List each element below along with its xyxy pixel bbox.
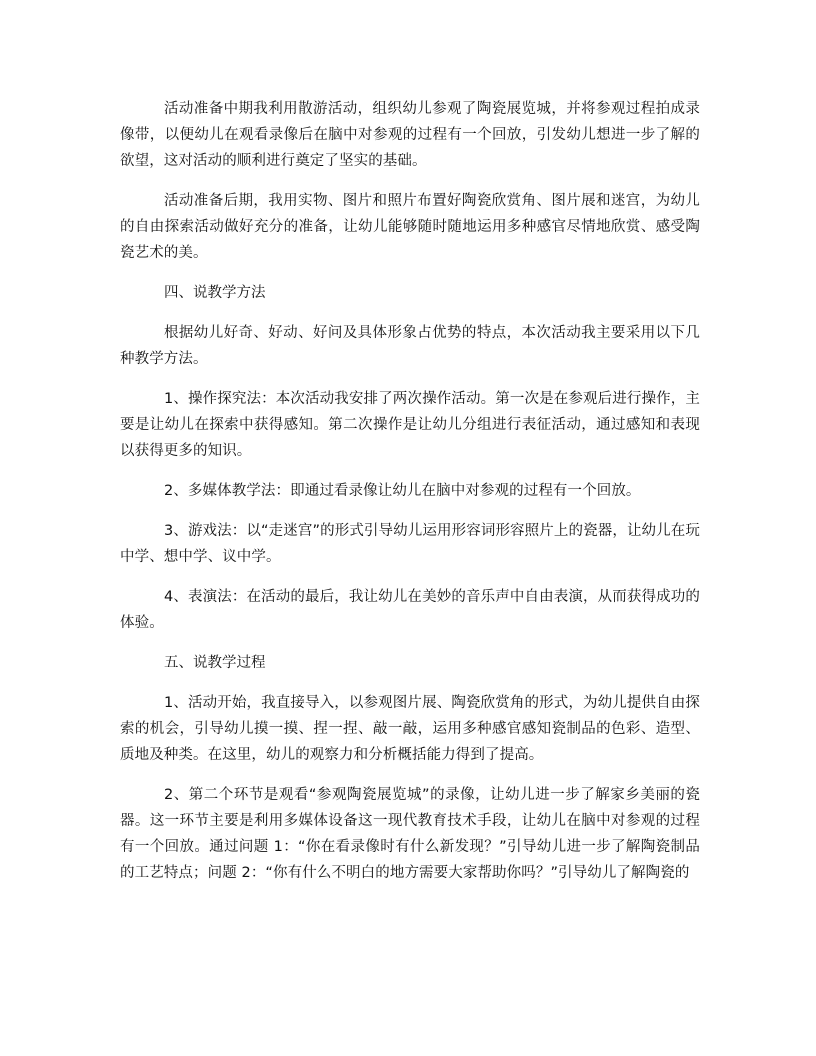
paragraph-method-2: 2、多媒体教学法：即通过看录像让幼儿在脑中对参观的过程有一个回放。	[164, 483, 641, 499]
document-body	[120, 96, 700, 900]
paragraph-preparation-middle: 活动准备中期我利用散游活动，组织幼儿参观了陶瓷展览城，并将参观过程拍成录像带，以便幼儿在观看录像后在脑中对参观的过程有一个回放，引发幼儿想进一步了解的欲望，这对活动的顺利进行奠定了坚实的基础。	[120, 101, 700, 169]
paragraph-method-1: 1、操作探究法：本次活动我安排了两次操作活动。第一次是在参观后进行操作，主要是让幼儿在探索中获得感知。第二次操作是让幼儿分组进行表征活动，通过感知和表现以获得更多的知识。	[120, 391, 700, 459]
section-heading-teaching-methods: 四、说教学方法	[164, 285, 266, 301]
paragraph-method-4: 4、表演法：在活动的最后，我让幼儿在美妙的音乐声中自由表演，从而获得成功的体验。	[120, 589, 700, 631]
paragraph-preparation-late: 活动准备后期，我用实物、图片和照片布置好陶瓷欣赏角、图片展和迷宫，为幼儿的自由探索活动做好充分的准备，让幼儿能够随时随地运用多种感官尽情地欣赏、感受陶瓷艺术的美。	[120, 193, 700, 261]
paragraph-process-1: 1、活动开始，我直接导入，以参观图片展、陶瓷欣赏角的形式，为幼儿提供自由探索的机会，引导幼儿摸一摸、捏一捏、敲一敲，运用多种感官感知瓷制品的色彩、造型、质地及种类。在这里，幼儿的观察力和分析概括能力得到了提高。	[120, 695, 700, 763]
paragraph-methods-intro: 根据幼儿好奇、好动、好问及具体形象占优势的特点，本次活动我主要采用以下几种教学方法。	[120, 325, 700, 367]
paragraph-process-2: 2、第二个环节是观看“参观陶瓷展览城”的录像，让幼儿进一步了解家乡美丽的瓷器。这一环节主要是利用多媒体设备这一现代教育技术手段，让幼儿在脑中对参观的过程有一个回放。通过问题 1：“你在看录像时有什么新发现？”引导幼儿进一步了解陶瓷制品的工艺特点；问题 2：“你有什么不明白的地方需要大家帮助你吗？”引导幼儿了解陶瓷的	[120, 787, 700, 881]
paragraph-method-3: 3、游戏法：以“走迷宫”的形式引导幼儿运用形容词形容照片上的瓷器，让幼儿在玩中学、想中学、议中学。	[120, 523, 700, 565]
section-heading-teaching-process: 五、说教学过程	[164, 655, 266, 671]
